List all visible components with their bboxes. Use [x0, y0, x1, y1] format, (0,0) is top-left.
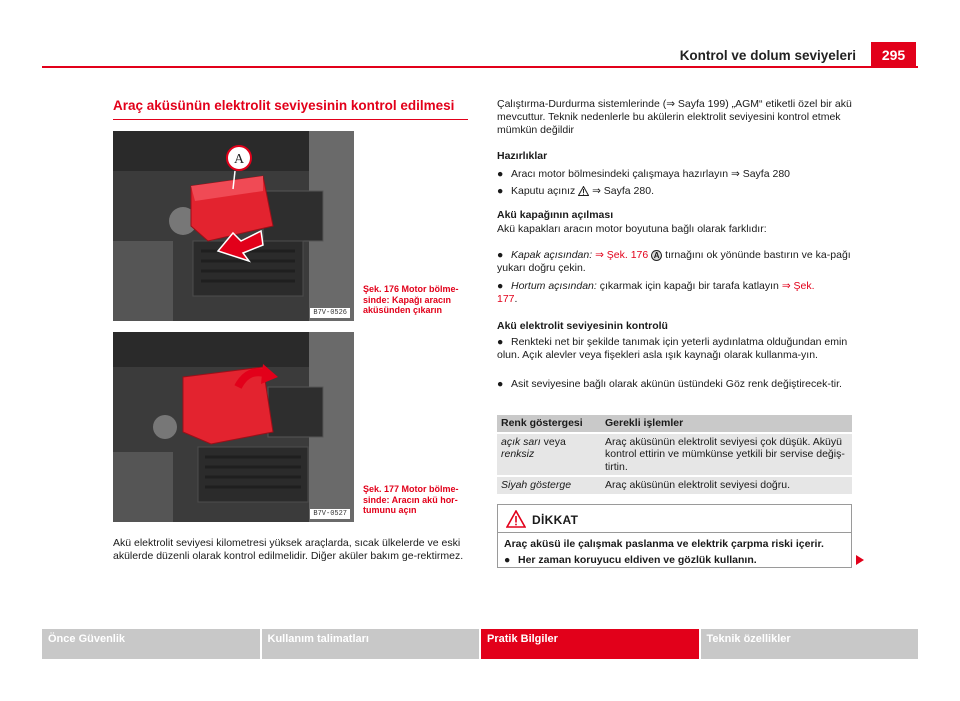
table-cell-value: Araç aküsünün elektrolit seviyesi çok düşük. Aküyü kontrol ettirin ve mümkünse yetkili bir servise değiş-tirtin.	[601, 433, 852, 477]
cover-item-1-label: Kapak açısından:	[511, 249, 593, 261]
chapter-title: Kontrol ve dolum seviyeleri	[679, 48, 856, 63]
table-header: Gerekli işlemler	[601, 415, 852, 433]
bullet-icon: ●	[497, 185, 504, 197]
engine-bay-cover-drawing	[113, 131, 354, 321]
figure-177-caption	[363, 484, 473, 516]
prep-item-2	[497, 185, 854, 198]
warning-body	[498, 533, 851, 567]
prep-item-2-ref: ⇒ Sayfa 280.	[592, 185, 654, 197]
figure-176-caption	[363, 284, 473, 316]
cover-item-2-label: Hortum açısından:	[511, 280, 597, 292]
check-item-2-text: Asit seviyesine bağlı olarak akünün üstündeki Göz renk değiştirecek-tir.	[511, 378, 842, 390]
prep-item-1	[497, 168, 854, 181]
caption-label: Şek. 177	[363, 484, 400, 494]
header-rule	[42, 66, 918, 68]
key-rest: veya	[540, 435, 566, 448]
bullet-icon: ●	[497, 336, 504, 348]
cover-heading-text: Akü kapağının açılması	[497, 209, 614, 221]
bullet-icon: ●	[497, 249, 504, 261]
warning-triangle-icon	[506, 510, 526, 528]
color-indicator-table	[497, 415, 852, 494]
figure-177-link-number[interactable]: 177	[497, 293, 515, 305]
cover-heading	[497, 209, 854, 222]
continue-arrow-icon	[856, 555, 864, 565]
footer-nav	[42, 629, 918, 659]
bullet-icon: ●	[504, 554, 511, 566]
table-row	[497, 476, 852, 494]
footer-tab-practical[interactable]: Pratik Bilgiler	[481, 629, 699, 659]
table-header: Renk göstergesi	[497, 415, 601, 433]
figure-177-link[interactable]: ⇒ Şek.	[781, 280, 815, 292]
warning-triangle-icon	[578, 186, 589, 196]
figure-code: B7V-0526	[310, 308, 350, 318]
key-line2: renksiz	[501, 448, 535, 460]
footer-tab-safety[interactable]: Önce Güvenlik	[42, 629, 260, 659]
warning-line-2	[504, 554, 845, 567]
table-row	[497, 433, 852, 477]
warning-line-1: Araç aküsü ile çalışmak paslanma ve elektrik çarpma riski içerir.	[504, 538, 824, 550]
warning-box	[497, 504, 852, 568]
caption-text: Motor bölme-sinde: Aracın akü hor-tumunu açın	[363, 484, 459, 515]
footer-tab-technical[interactable]: Teknik özellikler	[701, 629, 919, 659]
check-item-1-text: Renkteki net bir şekilde tanımak için yeterli aydınlatma olduğundan emin olun. Açık alevler veya fişekleri asla ışık kaynağı olarak kullanma-yın.	[497, 336, 848, 361]
cover-intro: Akü kapakları aracın motor boyutuna bağlı olarak farklıdır:	[497, 223, 767, 235]
bullet-icon: ●	[497, 280, 504, 292]
cover-item-1-text: tırnağını ok yönünde bastırın ve ka-pağı yukarı doğru çekin.	[497, 249, 851, 274]
prep-heading	[497, 150, 854, 163]
figure-176-link[interactable]: ⇒ Şek. 176	[595, 249, 649, 261]
figure-176-image	[113, 131, 354, 321]
table-header-row	[497, 415, 852, 433]
warning-line-2-text: Her zaman koruyucu eldiven ve gözlük kullanın.	[518, 554, 757, 566]
warning-header	[498, 505, 851, 533]
intro-paragraph: Çalıştırma-Durdurma sistemlerinde (⇒ Sayfa 199) „AGM“ etiketli özel bir akü mevcuttur. Teknik nedenlerle bu akülerin elektrolit seviyesini kontrol etmek mümkün değildir	[497, 98, 852, 136]
callout-a-badge: A	[651, 250, 662, 261]
check-heading	[497, 320, 854, 333]
caption-text: Motor bölme-sinde: Kapağı aracın aküsünden çıkarın	[363, 284, 459, 315]
engine-bay-hose-drawing	[113, 332, 354, 522]
callout-a-label: A	[233, 152, 245, 167]
cover-item-2-end: .	[514, 293, 518, 305]
table-cell-key	[497, 433, 601, 477]
bullet-icon: ●	[497, 168, 504, 180]
figure-177-image	[113, 332, 354, 522]
prep-item-2-text: Kaputu açınız	[511, 185, 576, 197]
prep-heading-text: Hazırlıklar	[497, 150, 548, 162]
section-title: Araç aküsünün elektrolit seviyesinin kontrol edilmesi	[113, 98, 455, 113]
page-number: 295	[871, 42, 916, 66]
table-cell-key	[497, 476, 601, 494]
check-item-1	[497, 336, 854, 362]
warning-title: DİKKAT	[532, 513, 579, 527]
cover-item-2	[497, 280, 854, 306]
prep-item-1-text: Aracı motor bölmesindeki çalışmaya hazırlayın ⇒ Sayfa 280	[511, 168, 791, 180]
footer-tab-operation[interactable]: Kullanım talimatları	[262, 629, 480, 659]
section-rule	[113, 119, 468, 120]
check-heading-text: Akü elektrolit seviyesinin kontrolü	[497, 320, 668, 332]
table-cell-value: Araç aküsünün elektrolit seviyesi doğru.	[601, 476, 852, 494]
key-italic: Siyah gösterge	[501, 479, 572, 491]
cover-item-2-text: çıkarmak için kapağı bir tarafa katlayın	[599, 280, 779, 292]
cover-item-1	[497, 249, 854, 275]
figure-code: B7V-0527	[310, 509, 350, 519]
caption-label: Şek. 176	[363, 284, 400, 294]
bullet-icon: ●	[497, 378, 504, 390]
check-item-2	[497, 378, 854, 391]
key-italic: açık sarı	[501, 435, 541, 448]
maintenance-paragraph: Akü elektrolit seviyesi kilometresi yüksek araçlarda, sıcak ülkelerde ve eski akülerde düzenli olarak kontrol edilmelidir. Diğer aküler bakım ge-rektirmez.	[113, 537, 464, 562]
